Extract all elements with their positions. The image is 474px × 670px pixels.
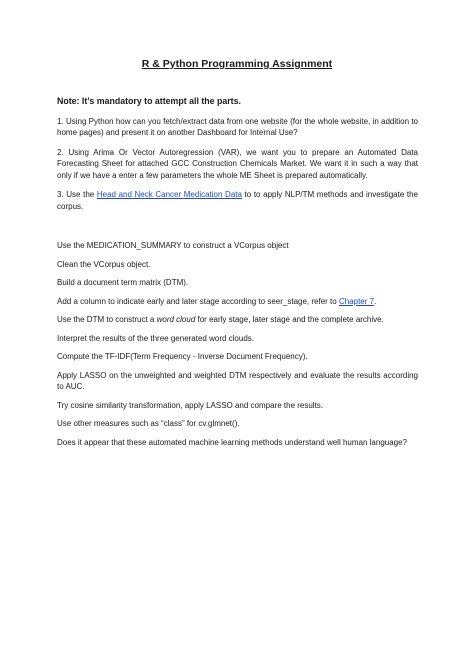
document-body [57,96,418,455]
step-word-cloud-suffix: for early stage, later stage and the complete archive. [195,315,384,324]
step-interpret-clouds: Interpret the results of the three generated word clouds. [57,333,255,343]
step-word-cloud-prefix: Use the DTM to construct a [57,315,157,324]
task-3-text [57,189,418,212]
task-1-text: 1. Using Python how can you fetch/extract data from one website (for the whole website, in addition to home pages) and present it on another Dashboard for Internal Use? [57,116,418,137]
word-cloud-emphasis: word cloud [156,315,196,324]
step-add-stage-prefix: Add a column to indicate early and later stage according to seer_stage, refer to [57,296,339,306]
step-construct-vcorpus: Use the MEDICATION_SUMMARY to construct a VCorpus object [57,241,289,250]
step-build-dtm: Build a document term matrix (DTM). [57,278,189,287]
document-title: R & Python Programming Assignment [141,58,333,70]
chapter-7-link[interactable]: Chapter 7 [338,296,375,306]
step-word-cloud [57,314,418,326]
step-add-stage-column [57,296,418,308]
task-3-prefix: 3. Use the [57,190,97,199]
step-other-measures: Use other measures such as “class” for cv.glmnet(). [57,419,240,428]
task-3-suffix: to to apply NLP/TM methods and investigate the corpus. [57,190,419,211]
step-cosine-similarity: Try cosine similarity transformation, apply LASSO and compare the results. [57,400,324,410]
step-final-question: Does it appear that these automated machine learning methods understand well human language? [57,437,408,447]
step-compute-tfidf: Compute the TF-IDF(Term Frequency - Inverse Document Frequency). [57,352,308,361]
note-heading: Note: It’s mandatory to attempt all the parts. [57,96,241,106]
step-apply-lasso: Apply LASSO on the unweighted and weighted DTM respectively and evaluate the results according to AUC. [57,370,418,391]
section-spacer [57,220,418,240]
task-2-text: 2. Using Arima Or Vector Autoregression (VAR), we want you to prepare an Automated Data Forecasting Sheet for attached GCC Construction Chemicals Market. We want it in such a way that only if we have a enter a few parameters the whole ME Sheet is prepared automatically. [57,147,418,180]
step-add-stage-suffix: . [374,296,377,306]
medication-data-link[interactable]: Head and Neck Cancer Medication Data [96,190,242,199]
step-clean-vcorpus: Clean the VCorpus object. [57,259,151,269]
